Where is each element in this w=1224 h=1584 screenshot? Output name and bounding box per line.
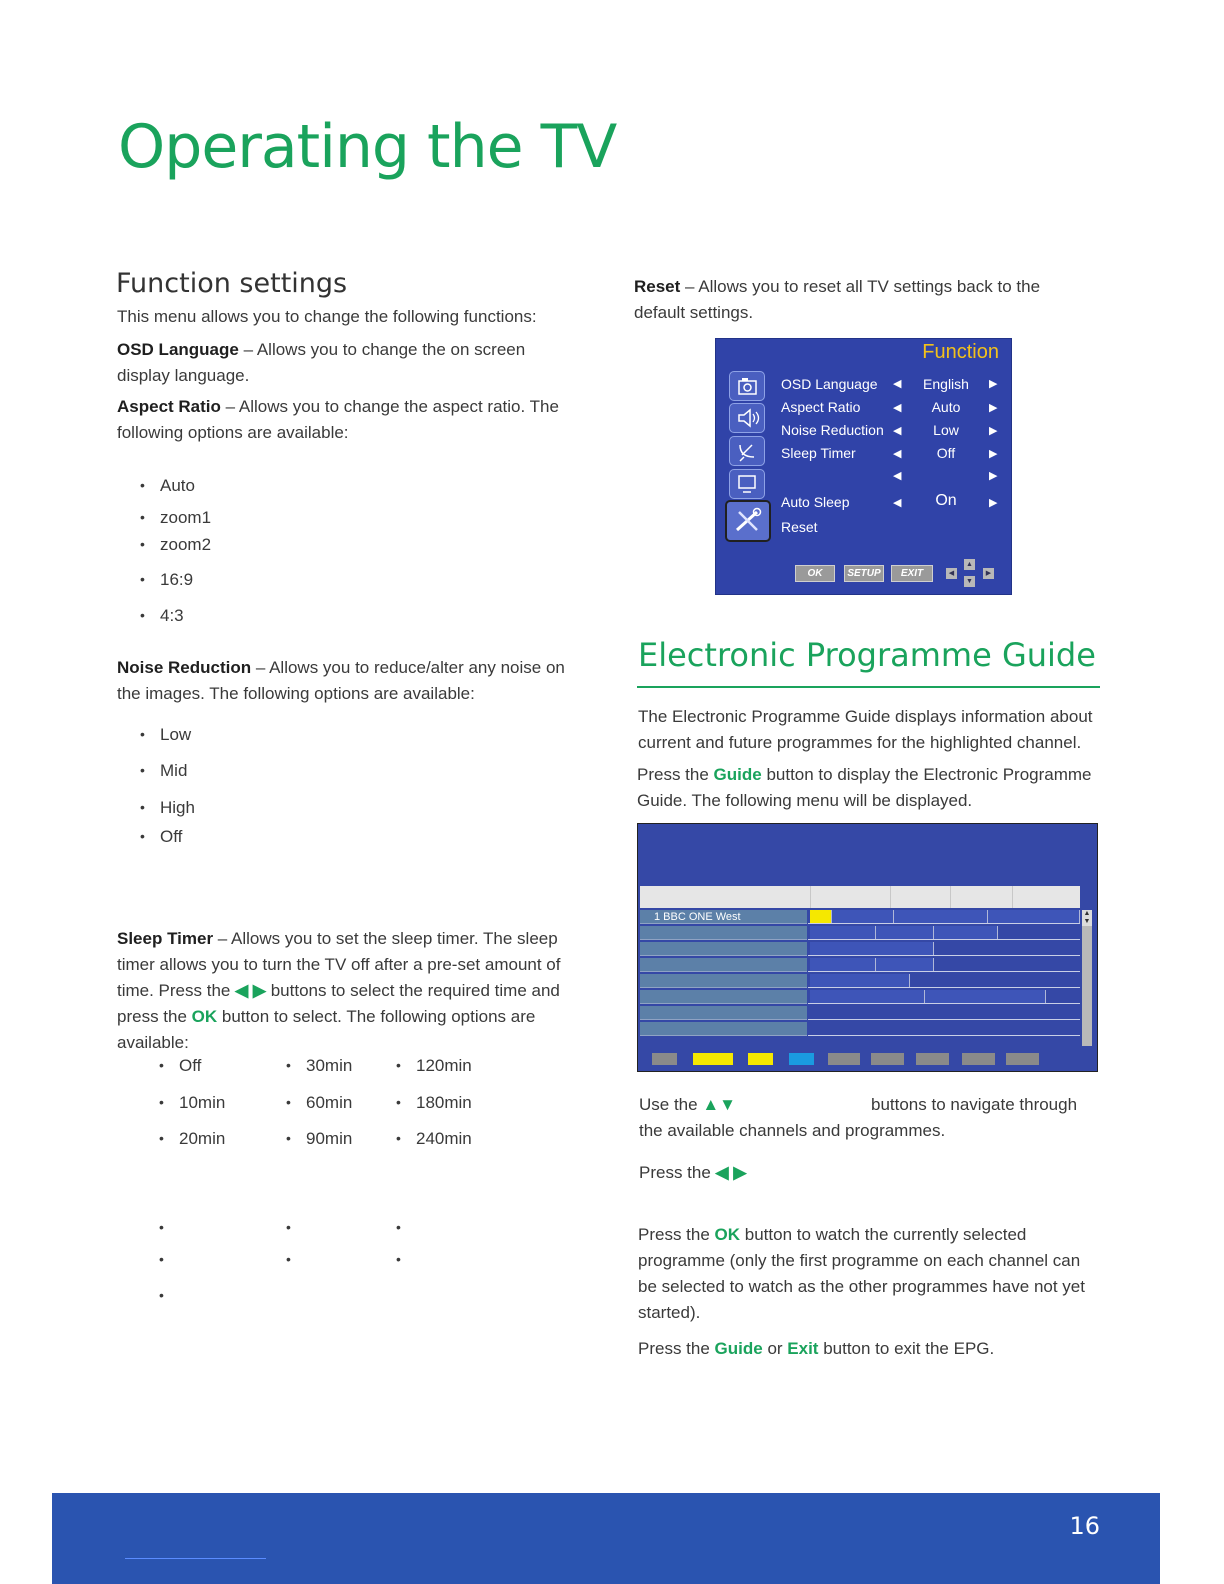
noise-option: • High: [140, 798, 195, 818]
sleep-option: • 60min: [286, 1093, 352, 1113]
noise-option: • Low: [140, 725, 191, 745]
aspect-option: • 4:3: [140, 606, 184, 626]
epg-text: button to watch the currently selected programme (only the first programme on each channel can be selected to watch as the other programmes have not yet started).: [638, 1225, 1085, 1322]
left-right-arrows-icon: ◀ ▶: [235, 981, 266, 1000]
epg-row-line: [808, 1019, 1080, 1020]
epg-cell: [988, 910, 1080, 924]
right-arrow-icon: ▶: [989, 497, 998, 509]
sleep-timer-desc: – Allows you to set the sleep timer. The sleep timer allows you to turn the TV off after a pre-set amount of time. Press the: [117, 929, 561, 1000]
ok-button: OK: [795, 565, 835, 582]
sleep-option: • 90min: [286, 1129, 352, 1149]
epg-channel-name: [640, 990, 807, 1004]
epg-channel-name: [640, 926, 807, 940]
epg-grey-button: [871, 1053, 904, 1065]
menu-row-value: On: [935, 492, 957, 509]
left-right-arrows-icon: ◀ ▶: [715, 1163, 747, 1182]
noise-option: • Off: [140, 827, 182, 847]
menu-row-value: Low: [933, 422, 959, 438]
nav-down-icon: ▼: [964, 576, 975, 587]
left-arrow-icon: ◀: [893, 497, 902, 509]
nav-right-icon: ▶: [983, 568, 994, 579]
reset-term: Reset: [634, 277, 681, 296]
epg-text: Press the: [638, 1225, 715, 1244]
aspect-ratio-term: Aspect Ratio: [117, 397, 221, 416]
sleep-option: • 180min: [396, 1093, 472, 1113]
bullet-dot: •: [159, 1219, 164, 1235]
epg-nav-text-2: buttons to navigate through the available channels and programmes.: [639, 1095, 1078, 1140]
menu-row-value: Auto: [931, 399, 961, 415]
sleep-timer-desc: button to select. The following options are available:: [117, 1007, 536, 1052]
footer-bar: [52, 1493, 1160, 1584]
epg-text: Press the: [638, 1339, 715, 1358]
left-arrow-icon: ◀: [893, 378, 902, 390]
menu-row-label: Sleep Timer: [781, 445, 856, 461]
aspect-option: • 16:9: [140, 570, 193, 590]
menu-row-label: Auto Sleep: [781, 494, 850, 510]
sleep-option: • 120min: [396, 1056, 472, 1076]
bullet-dot: •: [159, 1287, 164, 1303]
noise-reduction-desc: – Allows you to reduce/alter any noise on the images. The following options are available:: [117, 658, 565, 703]
epg-text: Press the: [639, 1163, 716, 1182]
guide-button-label: Guide: [713, 765, 762, 784]
epg-divider: [637, 686, 1100, 688]
epg-row: [640, 958, 1080, 972]
noise-option: • Mid: [140, 761, 187, 781]
epg-exit-paragraph: [638, 1336, 1093, 1362]
epg-cell: [934, 926, 998, 940]
guide-button-label: Guide: [714, 1339, 763, 1358]
exit-button: EXIT: [891, 565, 933, 582]
epg-row: [640, 910, 1080, 924]
aspect-ratio-desc: – Allows you to change the aspect ratio. The following options are available:: [117, 397, 559, 442]
epg-row-line: [808, 923, 1080, 924]
setup-button: SETUP: [844, 565, 884, 582]
speaker-icon: [729, 403, 765, 433]
epg-channel-name: [640, 958, 807, 972]
sleep-option: • 30min: [286, 1056, 352, 1076]
epg-row: [640, 942, 1080, 956]
bullet-dot: •: [396, 1219, 401, 1235]
epg-channel-name: [640, 942, 807, 956]
left-arrow-icon: ◀: [893, 470, 902, 482]
epg-row-line: [808, 987, 1080, 988]
sleep-timer-paragraph: [117, 926, 572, 1056]
epg-row: [640, 926, 1080, 940]
epg-channel-name: [640, 974, 807, 988]
sleep-option: • Off: [159, 1056, 201, 1076]
epg-yellow-button: [693, 1053, 733, 1065]
footer-link-underline: [125, 1558, 266, 1559]
epg-cell: [810, 958, 876, 972]
ok-button-label: OK: [714, 1225, 741, 1244]
epg-paragraph-1: The Electronic Programme Guide displays information about current and future programmes for the highlighted channel.: [638, 707, 1093, 752]
epg-row-line: [808, 955, 1080, 956]
left-arrow-icon: ◀: [893, 402, 902, 414]
right-arrow-icon: ▶: [989, 470, 998, 482]
tv-camera-icon: [729, 371, 765, 401]
noise-reduction-paragraph: [117, 655, 572, 707]
aspect-ratio-paragraph: [117, 394, 577, 446]
epg-cell: [894, 910, 988, 924]
epg-row-line: [808, 971, 1080, 972]
menu-row-value: English: [923, 376, 969, 392]
right-arrow-icon: ▶: [989, 448, 998, 460]
left-arrow-icon: ◀: [893, 425, 902, 437]
menu-row-label: Noise Reduction: [781, 422, 884, 438]
right-arrow-icon: ▶: [989, 425, 998, 437]
menu-row-label: Aspect Ratio: [781, 399, 861, 415]
function-menu-screenshot: [715, 338, 1012, 595]
up-down-arrows-icon: ▲▼: [702, 1095, 736, 1114]
epg-channel-name: [640, 1022, 807, 1036]
right-arrow-icon: ▶: [989, 402, 998, 414]
epg-paragraph-2: [637, 762, 1099, 814]
tools-icon: [725, 500, 771, 542]
monitor-icon: [729, 469, 765, 499]
epg-row: [640, 1022, 1080, 1036]
function-settings-intro: This menu allows you to change the following functions:: [117, 307, 537, 326]
epg-row: [640, 990, 1080, 1004]
nav-up-icon: ▲: [964, 559, 975, 570]
bullet-dot: •: [286, 1251, 291, 1267]
osd-language-term: OSD Language: [117, 340, 239, 359]
osd-language-paragraph: [117, 337, 567, 389]
epg-cell: [876, 958, 934, 972]
epg-blue-button: [789, 1053, 814, 1065]
epg-text: button to exit the EPG.: [818, 1339, 995, 1358]
bullet-dot: •: [286, 1219, 291, 1235]
osd-language-desc: – Allows you to change the on screen display language.: [117, 340, 526, 385]
epg-cell: [925, 990, 1046, 1004]
epg-cell: [810, 990, 925, 1004]
exit-button-label: Exit: [787, 1339, 819, 1358]
bullet-dot: •: [159, 1251, 164, 1267]
epg-grey-button: [916, 1053, 949, 1065]
aspect-option: • zoom1: [140, 508, 211, 528]
sleep-option: • 240min: [396, 1129, 472, 1149]
epg-channel-name: [640, 1006, 807, 1020]
sleep-timer-term: Sleep Timer: [117, 929, 214, 948]
epg-row-line: [808, 939, 1080, 940]
epg-selected-cell: [810, 910, 832, 924]
ok-button-label: OK: [191, 1007, 218, 1026]
epg-cell: [810, 926, 876, 940]
noise-reduction-term: Noise Reduction: [117, 658, 252, 677]
epg-row: [640, 1006, 1080, 1020]
epg-cell: [810, 974, 910, 988]
epg-yellow-button: [748, 1053, 773, 1065]
epg-heading: Electronic Programme Guide: [638, 636, 1096, 674]
epg-scrollbar: [1082, 910, 1092, 1046]
epg-scroll-arrows-icon: ▲ ▼: [1083, 910, 1091, 925]
epg-channel-name: 1 BBC ONE West: [640, 910, 807, 924]
epg-screenshot: [637, 823, 1098, 1072]
function-menu-title: Function: [922, 341, 999, 363]
epg-ok-paragraph: [638, 1222, 1093, 1326]
epg-grey-button: [652, 1053, 677, 1065]
function-settings-heading: Function settings: [116, 268, 348, 299]
reset-desc: – Allows you to reset all TV settings back to the default settings.: [634, 277, 1041, 322]
epg-row-line: [808, 1003, 1080, 1004]
aspect-option: • zoom2: [140, 535, 211, 555]
aspect-option: • Auto: [140, 476, 195, 496]
sleep-option: • 10min: [159, 1093, 225, 1113]
reset-paragraph: [634, 274, 1064, 326]
nav-left-icon: ◀: [946, 568, 957, 579]
epg-cell: [810, 942, 934, 956]
page-number: 16: [1069, 1512, 1100, 1540]
sleep-timer-desc: buttons to select the required time and press the: [117, 981, 560, 1026]
epg-cell: [832, 910, 894, 924]
epg-row-line: [808, 1035, 1080, 1036]
epg-row: [640, 974, 1080, 988]
epg-header-bar: [640, 886, 1080, 908]
epg-press-arrows-text: [639, 1160, 746, 1186]
menu-row-label: OSD Language: [781, 376, 878, 392]
epg-grey-button: [828, 1053, 860, 1065]
epg-text: or: [762, 1339, 788, 1358]
menu-row-label: Reset: [781, 519, 818, 535]
epg-text: button to display the Electronic Programme Guide. The following menu will be displayed.: [637, 765, 1092, 810]
satellite-icon: [729, 436, 765, 466]
bullet-dot: •: [396, 1251, 401, 1267]
menu-row-value: Off: [936, 445, 956, 461]
epg-grey-button: [962, 1053, 995, 1065]
epg-cell: [876, 926, 934, 940]
page-title: Operating the TV: [118, 112, 617, 182]
sleep-option: • 20min: [159, 1129, 225, 1149]
epg-grey-button: [1006, 1053, 1039, 1065]
epg-text: Press the: [637, 765, 714, 784]
left-arrow-icon: ◀: [893, 448, 902, 460]
right-arrow-icon: ▶: [989, 378, 998, 390]
epg-text: Use the: [639, 1095, 703, 1114]
